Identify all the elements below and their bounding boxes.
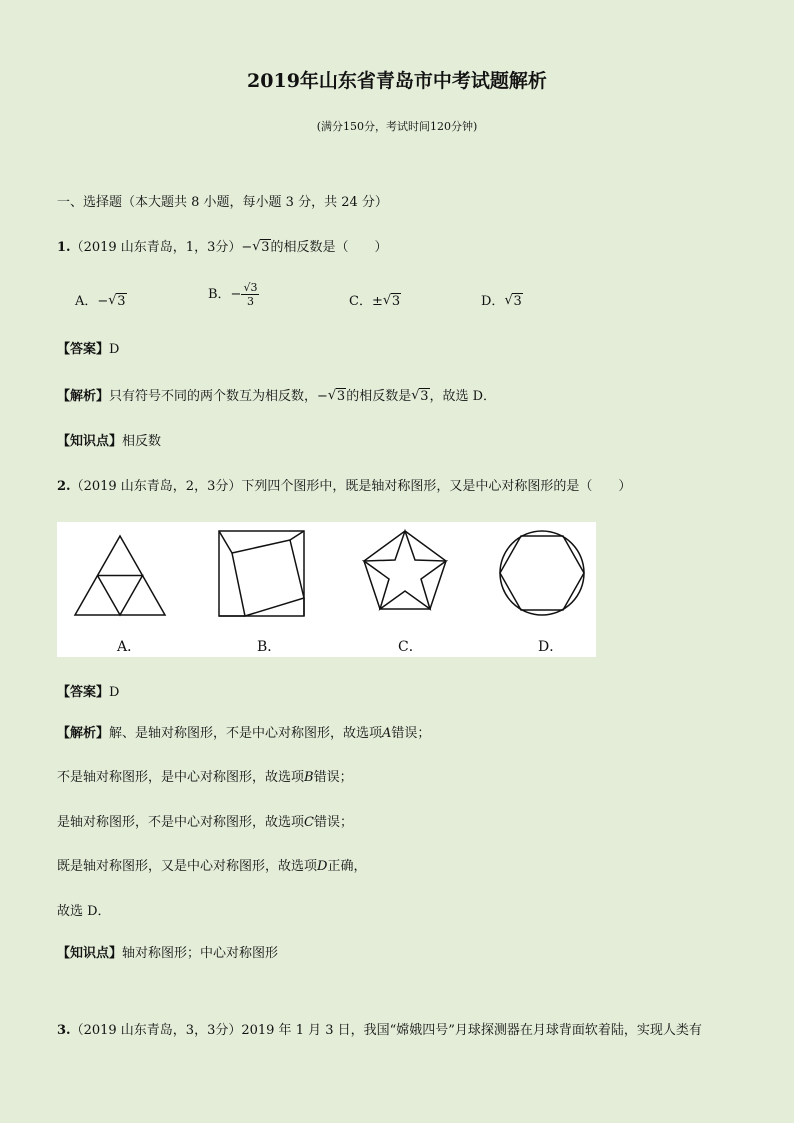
option-c: C．±√ 3 <box>349 290 401 309</box>
question-source: （2019 山东青岛，1，3分） <box>70 240 242 255</box>
answer-2: 【答案】D <box>57 685 120 700</box>
knowledge-2: 【知识点】轴对称图形；中心对称图形 <box>57 946 279 961</box>
figure-label-d: D． <box>538 639 564 655</box>
stem-prefix: − <box>241 240 253 255</box>
figure-d-hexagon <box>500 531 584 615</box>
figure-label-c: C． <box>398 639 423 655</box>
question-1 <box>57 236 388 255</box>
option-a: A．−√ 3 <box>75 290 127 309</box>
figure-label-a: A． <box>117 639 142 655</box>
question-2: 2.（2019 山东青岛，2，3分）下列四个图形中，既是轴对称图形，又是中心对称图形的是（ ） <box>57 479 632 494</box>
question-number: 1. <box>57 240 71 255</box>
option-b: B．− $\frac{√3}{3}$ <box>208 281 258 308</box>
conclusion-2: 故选 D． <box>57 904 111 919</box>
figure-b-square <box>219 531 304 616</box>
page-title: 2019年山东省青岛市中考试题解析 <box>247 70 547 92</box>
analysis-2-line-3: 是轴对称图形，不是中心对称图形，故选项C错误； <box>57 815 353 830</box>
question-3: 3.（2019 山东青岛，3，3分）2019 年 1 月 3 日，我国“嫦娥四号”月球探测器在月球背面软着陆，实现人类有 <box>57 1023 702 1038</box>
page-subtitle: (满分150分，考试时间120分钟) <box>316 120 478 133</box>
analysis-2-line-4: 既是轴对称图形，又是中心对称图形，故选项D正确， <box>57 859 367 874</box>
figure-c-star <box>364 531 446 609</box>
analysis-2-line-2: 不是轴对称图形，是中心对称图形，故选项B错误； <box>57 770 353 785</box>
option-d: D．√ 3 <box>481 290 523 309</box>
analysis-2-line-1: 【解析】解、是轴对称图形，不是中心对称图形，故选项A错误； <box>57 726 431 741</box>
figure-options <box>57 522 596 657</box>
analysis-1: 【解析】只有符号不同的两个数互为相反数，−√ 3的相反数是√ 3，故选 D． <box>57 385 496 404</box>
figure-a-triangle <box>75 536 165 615</box>
knowledge-1: 【知识点】相反数 <box>57 434 162 449</box>
figure-label-b: B． <box>257 639 282 655</box>
fraction: $\frac{√3}{3}$ <box>243 281 258 308</box>
stem-suffix: 的相反数是（ ） <box>270 240 388 255</box>
section-heading: 一、选择题（本大题共 8 小题，每小题 3 分，共 24 分） <box>57 195 388 210</box>
sqrt-expression: √ 3 <box>252 240 270 255</box>
answer-1: 【答案】D <box>57 342 120 357</box>
